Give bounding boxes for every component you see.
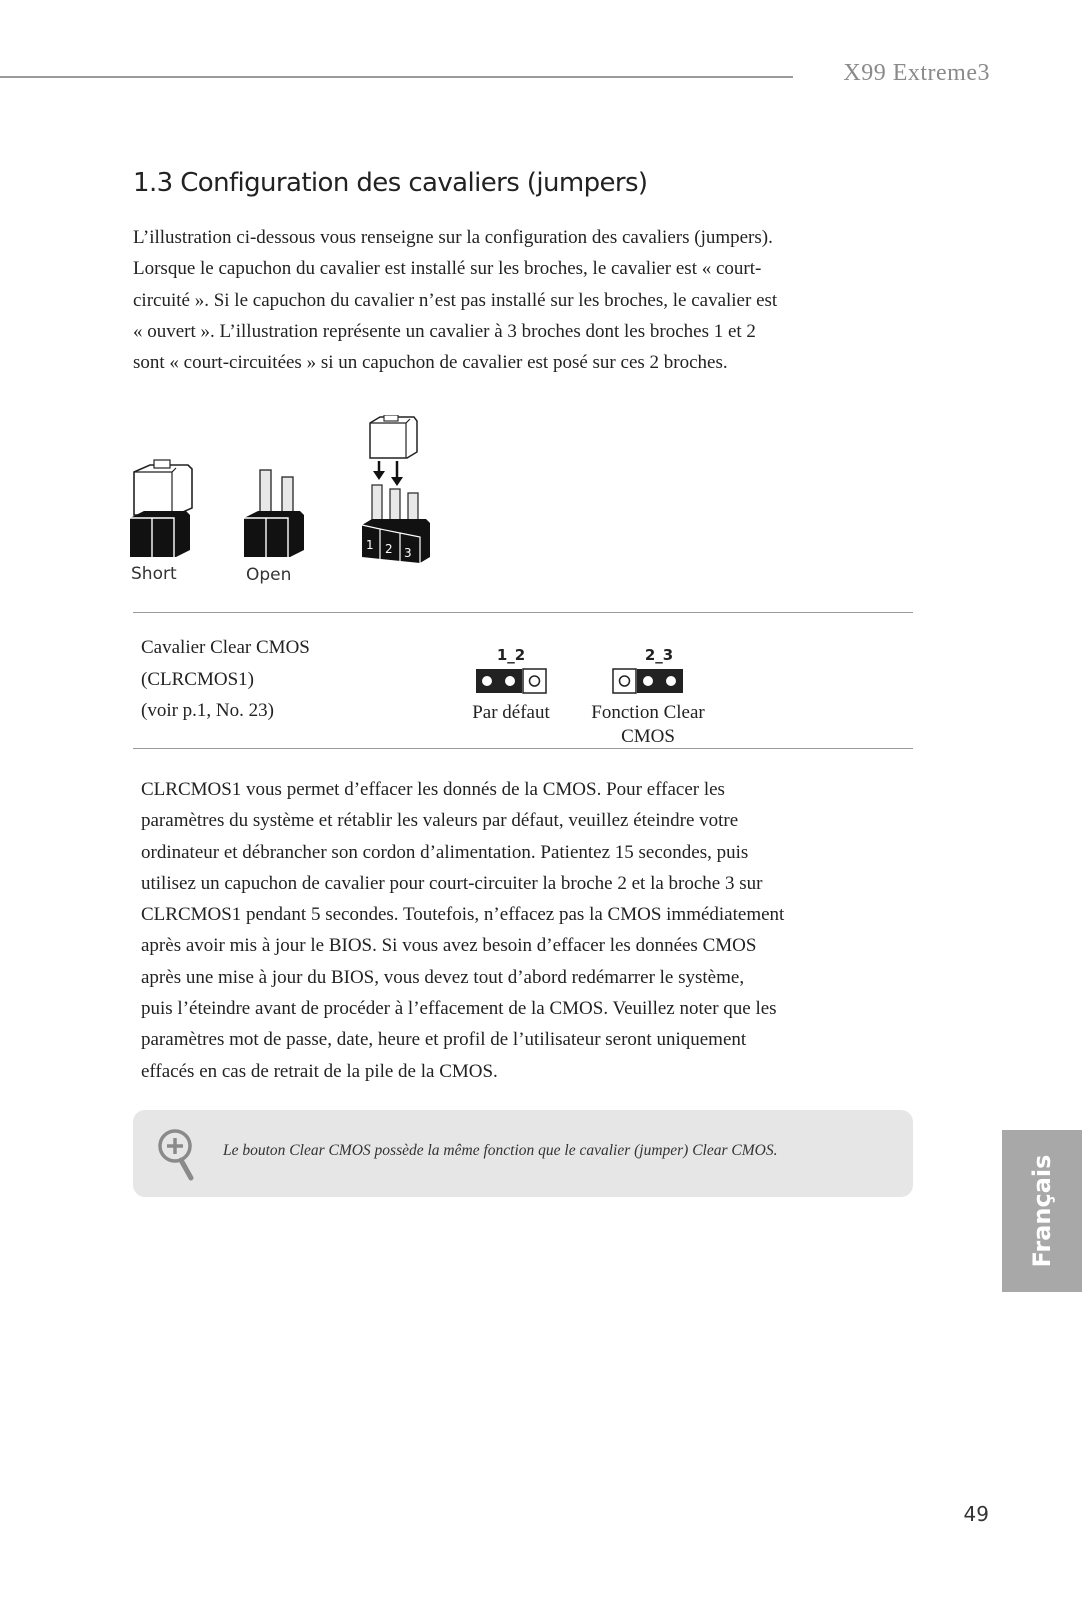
table-top-rule xyxy=(133,612,913,613)
table-bottom-rule xyxy=(133,748,913,749)
body-line: paramètres mot de passe, date, heure et profil de l’utilisateur seront uniquement xyxy=(141,1029,747,1051)
header-rule xyxy=(0,76,793,78)
jumper-illustration xyxy=(128,415,448,600)
body-line: effacés en cas de retrait de la pile de la CMOS. xyxy=(141,1060,498,1082)
pin-number-3: 3 xyxy=(404,546,412,560)
pin-number-2: 2 xyxy=(385,542,393,556)
caption-default: Par défaut xyxy=(472,702,550,723)
body-line: après une mise à jour du BIOS, vous devez tout d’abord redémarrer le système, xyxy=(141,966,745,988)
intro-line: sont « court-circuitées » si un capuchon de cavalier est posé sur ces 2 broches. xyxy=(133,352,728,374)
pinset-clear xyxy=(611,645,685,695)
caption-clear-line: CMOS xyxy=(621,726,675,747)
pinset-default xyxy=(474,645,548,695)
body-line: ordinateur et débrancher son cordon d’alimentation. Patientez 15 secondes, puis xyxy=(141,841,749,863)
page-number: 49 xyxy=(963,1502,989,1526)
note-box xyxy=(133,1110,913,1197)
product-name: X99 Extreme3 xyxy=(843,60,990,86)
body-line: paramètres du système et rétablir les valeurs par défaut, veuillez éteindre votre xyxy=(141,810,739,832)
pins-label-default: 1_2 xyxy=(496,646,526,664)
intro-line: L’illustration ci-dessous vous renseigne sur la configuration des cavaliers (jumpers). xyxy=(133,227,773,248)
body-line: puis l’éteindre avant de procéder à l’effacement de la CMOS. Veuillez noter que les xyxy=(141,998,777,1020)
cmos-name-line: (voir p.1, No. 23) xyxy=(141,700,274,721)
note-text: Le bouton Clear CMOS possède la même fonction que le cavalier (jumper) Clear CMOS. xyxy=(223,1142,778,1159)
intro-paragraph xyxy=(133,222,873,378)
pin-number-1: 1 xyxy=(366,538,374,552)
pins-label-clear: 2_3 xyxy=(644,646,674,664)
cmos-jumper-name xyxy=(141,632,310,727)
short-jumper xyxy=(130,460,192,557)
body-line: CLRCMOS1 pendant 5 secondes. Toutefois, n’effacez pas la CMOS immédiatement xyxy=(141,904,785,926)
body-line: utilisez un capuchon de cavalier pour court-circuiter la broche 2 et la broche 3 sur xyxy=(141,872,763,894)
language-tab xyxy=(1002,1130,1082,1292)
short-label: Short xyxy=(131,564,177,584)
intro-line: circuité ». Si le capuchon du cavalier n’est pas installé sur les broches, le cavalier est xyxy=(133,289,778,311)
section-title: 1.3 Configuration des cavaliers (jumpers) xyxy=(133,168,648,198)
cmos-name-line: Cavalier Clear CMOS xyxy=(141,637,310,658)
body-line: CLRCMOS1 vous permet d’effacer les donnés de la CMOS. Pour effacer les xyxy=(141,779,725,800)
magnifier-plus-icon xyxy=(155,1126,199,1182)
body-line: après avoir mis à jour le BIOS. Si vous avez besoin d’effacer les données CMOS xyxy=(141,935,757,957)
open-jumper xyxy=(244,470,304,557)
caption-clear xyxy=(578,701,718,749)
intro-line: Lorsque le capuchon du cavalier est installé sur les broches, le cavalier est « court- xyxy=(133,258,762,280)
cmos-name-line: (CLRCMOS1) xyxy=(141,668,254,690)
caption-clear-line: Fonction Clear xyxy=(591,702,705,723)
clrcmos-description xyxy=(141,774,881,1087)
intro-line: « ouvert ». L’illustration représente un cavalier à 3 broches dont les broches 1 et 2 xyxy=(133,320,756,342)
language-label: Français xyxy=(1028,1154,1056,1268)
open-label: Open xyxy=(246,565,292,585)
